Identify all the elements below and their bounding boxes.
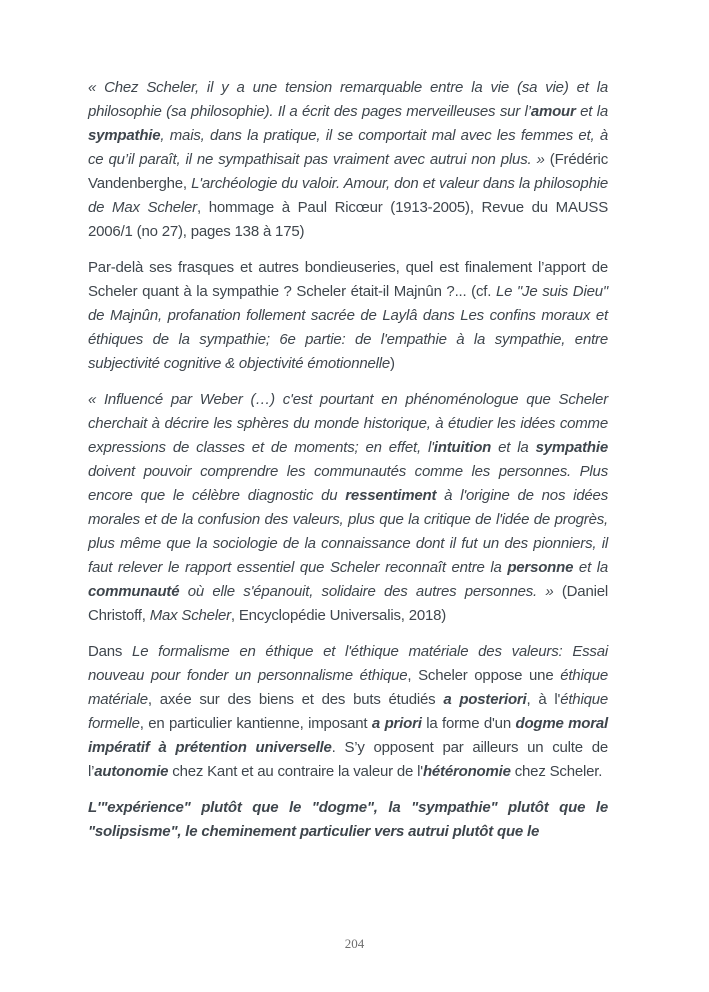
text-segment: (Daniel Christoff, — [88, 583, 608, 624]
paragraph-formalisme-ethique — [88, 640, 608, 784]
text-segment: Le "Je suis Dieu" de Majnûn, profanation follement sacrée de Laylâ dans Les confins moraux et éthiques de la sympathie; 6e partie: de l'empathie à la sympathie, entre subjectivité cognitive & objectivité émotionnelle — [88, 283, 608, 372]
text-segment: sympathie — [535, 439, 608, 456]
text-segment: Dans — [88, 643, 133, 660]
text-segment: personne — [507, 559, 574, 576]
text-segment: « Influencé par Weber (…) c'est pourtant en phénoménologue que Scheler cherchait à décrire les sphères du monde historique, à étudier les idées comme expressions de classes et de moments; en effet, l' — [88, 391, 608, 456]
text-segment: L'"expérience" plutôt que le "dogme", la "sympathie" plutôt que le "solipsisme", le cheminement particulier vers autrui plutôt que le — [88, 799, 608, 840]
text-segment: sympathie — [88, 127, 161, 144]
text-segment: où elle s'épanouit, solidaire des autres personnes. » — [179, 583, 562, 600]
text-segment: L'archéologie du valoir. Amour, don et valeur dans la philosophie de Max Scheler — [88, 175, 608, 216]
text-segment: amour — [530, 103, 576, 120]
text-segment: et la — [491, 439, 536, 456]
text-segment: (Frédéric Vandenberghe, — [88, 151, 608, 192]
text-segment: intuition — [433, 439, 492, 456]
text-segment: , Scheler oppose une — [407, 667, 561, 684]
text-block — [88, 76, 608, 844]
text-segment: doivent pouvoir comprendre les communautés comme les personnes. Plus encore que le célèbre diagnostic du — [88, 463, 608, 504]
text-segment: ressentiment — [345, 487, 437, 504]
text-segment: et la — [573, 559, 608, 576]
text-segment: communauté — [88, 583, 180, 600]
text-segment: , mais, dans la pratique, il se comportait mal avec les femmes et, à ce qu’il paraît, il ne sympathisait pas vraiment avec autrui non plus. » — [88, 127, 608, 168]
text-segment: a posteriori — [443, 691, 527, 708]
text-segment: , en particulier kantienne, imposant — [139, 715, 372, 732]
page-number: 204 — [344, 936, 365, 951]
text-segment: , à l' — [526, 691, 561, 708]
text-segment: , hommage à Paul Ricœur (1913-2005), Revue du MAUSS 2006/1 (no 27), pages 138 à 175) — [88, 199, 609, 240]
paragraph-quote-christoff — [88, 388, 608, 628]
text-segment: éthique formelle — [88, 691, 608, 732]
text-segment: à l'origine de nos idées morales et de la confusion des valeurs, plus que la critique de l'idée de progrès, plus même que la sociologie de la connaissance dont il fut un des pionniers, il faut relever le rapport essentiel que Scheler reconnaît entre la — [88, 487, 608, 576]
text-segment: chez Scheler. — [510, 763, 603, 780]
text-segment: autonomie — [94, 763, 169, 780]
text-segment: hétéronomie — [422, 763, 511, 780]
text-segment: Par-delà ses frasques et autres bondieuseries, quel est finalement l’apport de Scheler quant à la sympathie ? Scheler était-il Majnûn ?... (cf. — [88, 259, 608, 300]
text-segment: , axée sur des biens et des buts étudiés — [147, 691, 444, 708]
text-segment: dogme moral impératif à prétention universelle — [88, 715, 609, 756]
text-segment: et la — [575, 103, 608, 120]
paragraph-majnun-question — [88, 256, 608, 376]
text-segment: , Encyclopédie Universalis, 2018) — [230, 607, 447, 624]
text-segment: . S’y opposent par ailleurs un culte de l’ — [88, 739, 608, 780]
text-segment: Max Scheler — [149, 607, 231, 624]
text-segment: « Chez Scheler, il y a une tension remarquable entre la vie (sa vie) et la philosophie (sa philosophie). Il a écrit des pages merveilleuses sur l’ — [88, 79, 608, 120]
text-segment: la forme d'un — [421, 715, 516, 732]
paragraph-quote-vandenberghe — [88, 76, 608, 244]
text-segment: ) — [390, 355, 395, 372]
text-segment: a priori — [371, 715, 422, 732]
text-segment: chez Kant et au contraire la valeur de l' — [168, 763, 423, 780]
text-segment: Le formalisme en éthique et l'éthique matériale des valeurs: Essai nouveau pour fonder un personnalisme éthique — [88, 643, 608, 684]
text-segment: éthique matériale — [88, 667, 608, 708]
paragraph-experience-vs-dogme — [88, 796, 608, 844]
